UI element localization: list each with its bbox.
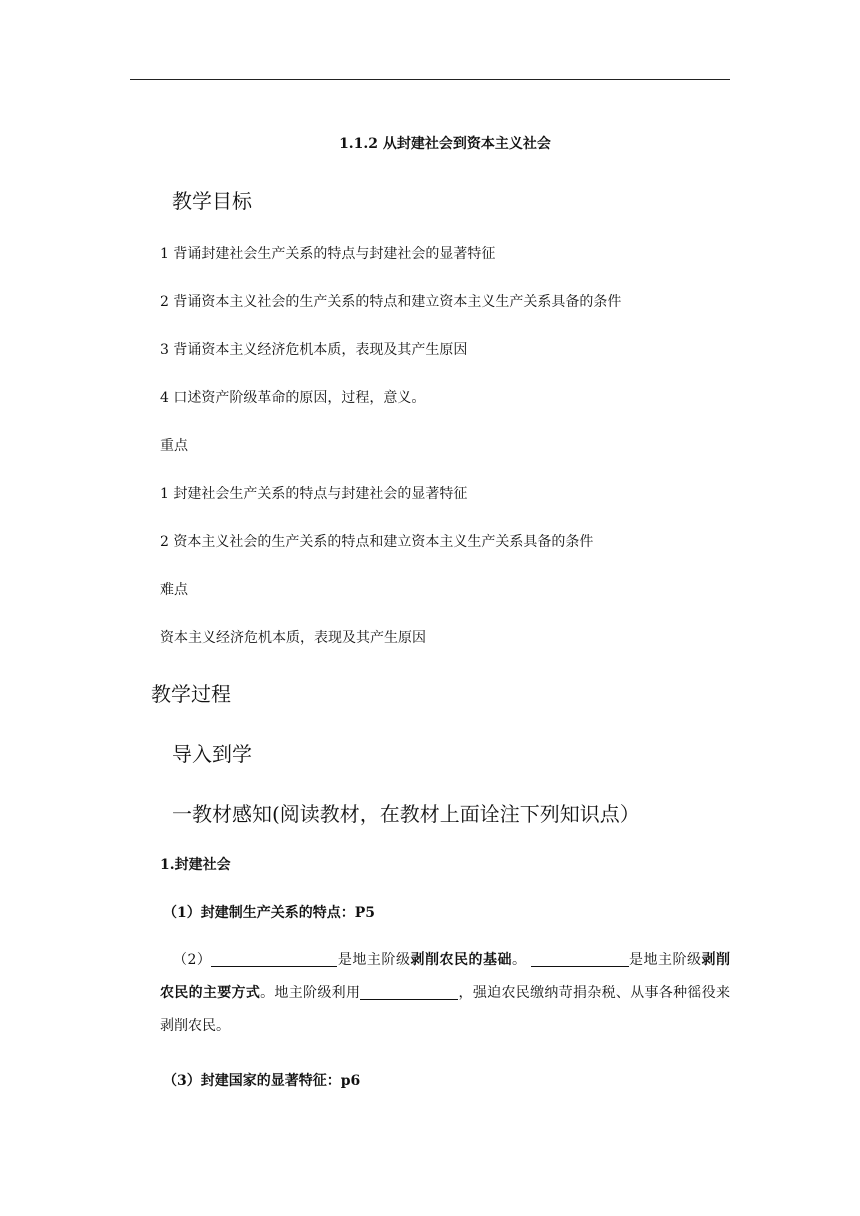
header-rule [130, 79, 730, 80]
key-point-2: 2 资本主义社会的生产关系的特点和建立资本主义生产关系具备的条件 [160, 534, 594, 550]
objective-2: 2 背诵资本主义社会的生产关系的特点和建立资本主义生产关系具备的条件 [160, 294, 622, 310]
item-2-text-2: 。 [511, 952, 527, 968]
item-2-text-5: ，强迫农民缴纳苛捐杂税、从事各种徭役来剥削农民。 [160, 985, 731, 1034]
section-feudal-society: 1.封建社会 [160, 857, 231, 873]
item-2-bold-2: 剥削农民的主要方式 [160, 952, 731, 1001]
objective-3: 3 背诵资本主义经济危机本质，表现及其产生原因 [160, 342, 468, 358]
item-2-text-4: 。地主阶级利用 [260, 985, 361, 1001]
item-3: （3）封建国家的显著特征：p6 [163, 1073, 361, 1089]
item-2-paragraph [160, 944, 730, 1043]
key-label: 重点 [160, 438, 188, 454]
item-1: （1）封建制生产关系的特点：P5 [163, 905, 376, 921]
heading-process: 教学过程 [151, 682, 231, 706]
item-2-text-1: 是地主阶级 [337, 952, 411, 968]
document-title: 1.1.2 从封建社会到资本主义社会 [339, 136, 551, 152]
item-2-text-3: 是地主阶级 [628, 952, 702, 968]
difficult-point-1: 资本主义经济危机本质，表现及其产生原因 [160, 630, 426, 646]
item-2-prefix: （2） [173, 952, 212, 968]
heading-reading: 一教材感知(阅读教材，在教材上面诠注下列知识点） [172, 802, 640, 826]
heading-objectives: 教学目标 [172, 189, 252, 213]
difficult-label: 难点 [160, 582, 188, 598]
key-point-1: 1 封建社会生产关系的特点与封建社会的显著特征 [160, 486, 468, 502]
objective-1: 1 背诵封建社会生产关系的特点与封建社会的显著特征 [160, 246, 496, 262]
item-2-bold-1: 剥削农民的基础 [410, 952, 512, 968]
fill-blank-1[interactable] [211, 951, 337, 967]
fill-blank-2[interactable] [531, 951, 629, 967]
heading-intro: 导入到学 [172, 742, 252, 766]
fill-blank-3[interactable] [360, 984, 458, 1000]
objective-4: 4 口述资产阶级革命的原因，过程，意义。 [160, 390, 426, 406]
